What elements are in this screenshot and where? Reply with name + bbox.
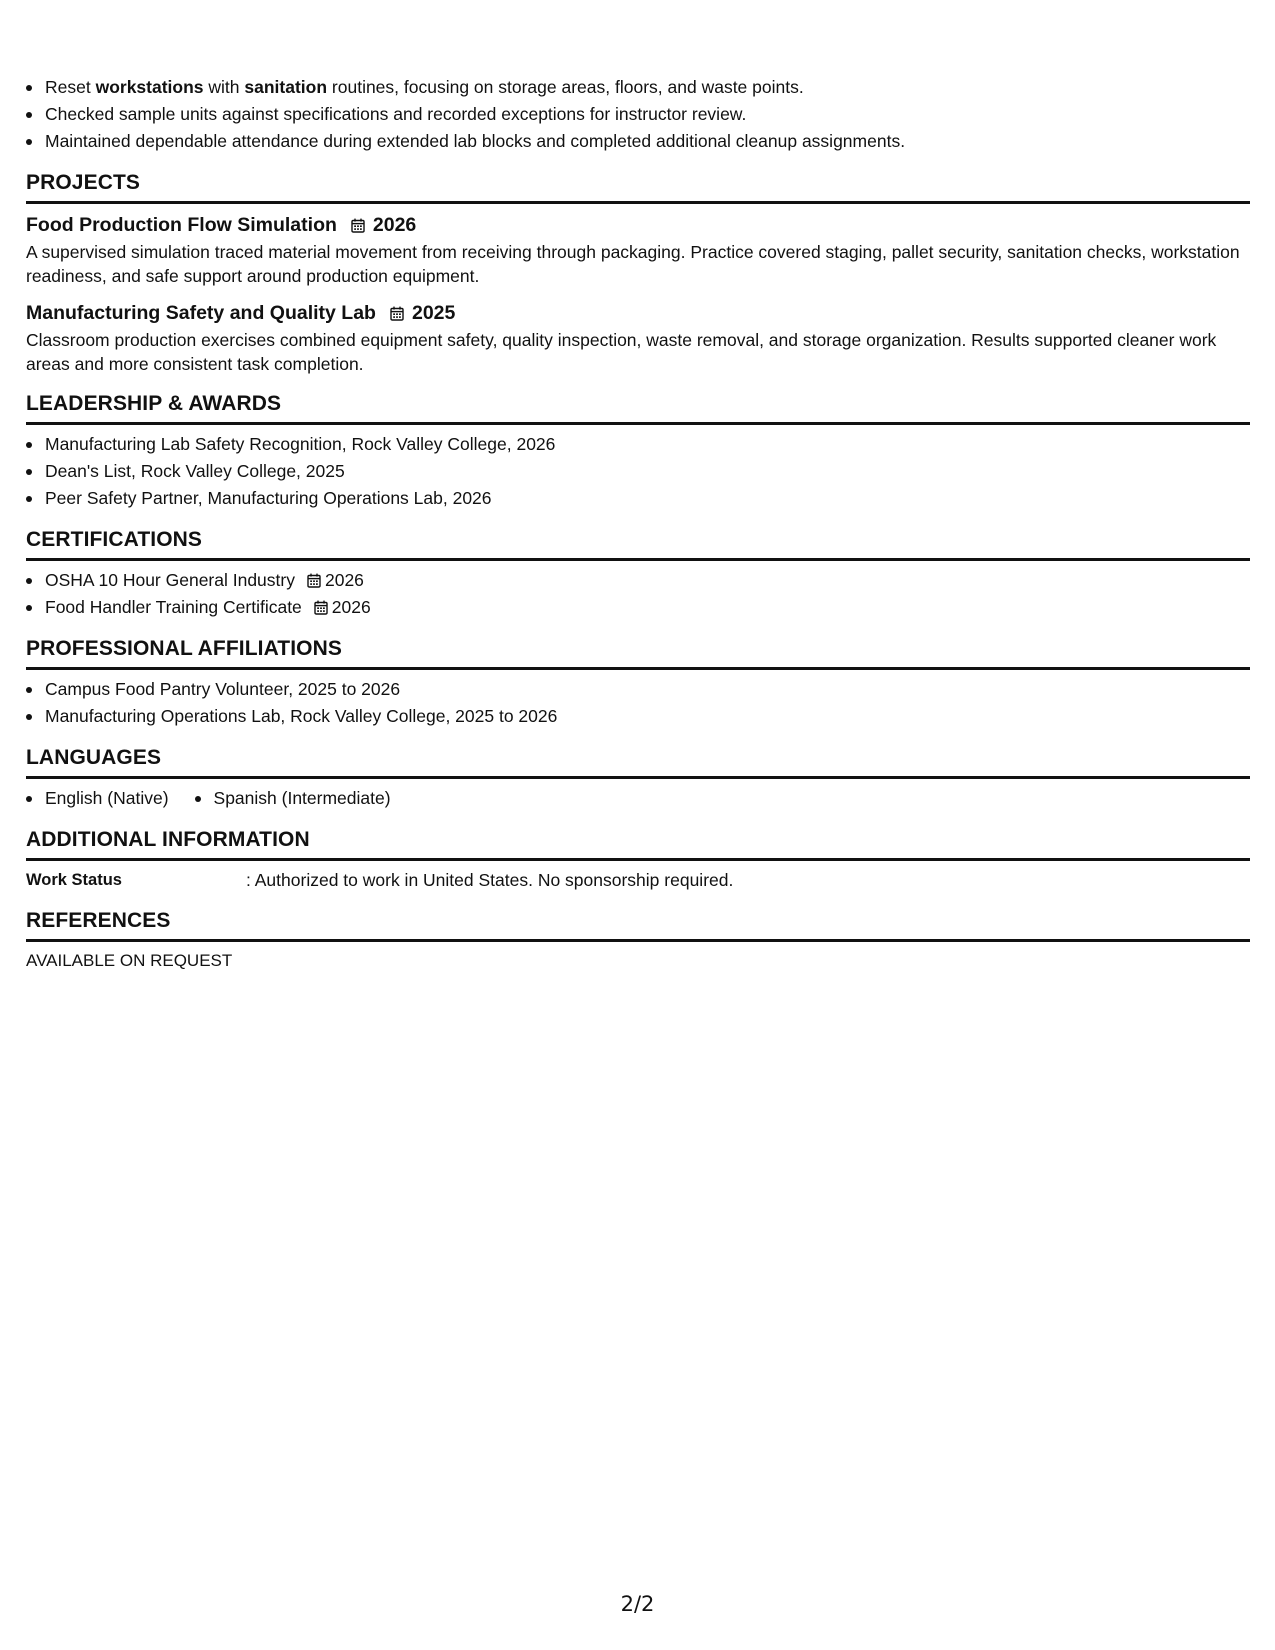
certifications-heading: CERTIFICATIONS [26,526,1250,561]
certification-year: 2026 [331,597,371,617]
languages-list [26,785,1250,812]
list-item: Manufacturing Lab Safety Recognition, Rock Valley College, 2026 [26,431,1250,458]
certification-year: 2026 [324,570,364,590]
certification-name: OSHA 10 Hour General Industry [45,570,295,590]
additional-info-heading: ADDITIONAL INFORMATION [26,826,1250,861]
list-item: Spanish (Intermediate) [195,785,391,812]
text-run: Reset [45,77,96,97]
projects-heading: PROJECTS [26,169,1250,204]
list-item [26,594,1250,621]
page-number: 2/2 [620,1592,655,1616]
leadership-heading: LEADERSHIP & AWARDS [26,390,1250,425]
project-description: Classroom production exercises combined equipment safety, quality inspection, waste removal, and storage organization. Results supported cleaner work areas and more consistent task completion. [26,330,1217,374]
text-run: Maintained dependable attendance during extended lab blocks and completed additional cleanup assignments. [45,131,906,151]
list-item: Campus Food Pantry Volunteer, 2025 to 2026 [26,676,1250,703]
project-item [26,298,1250,376]
references-heading: REFERENCES [26,907,1250,942]
affiliations-list [26,676,1250,730]
text-run: Checked sample units against specifications and recorded exceptions for instructor review. [45,104,747,124]
list-item [26,74,1250,101]
project-description: A supervised simulation traced material movement from receiving through packaging. Practice covered staging, pallet security, sanitation checks, workstation readiness, and safe support around production equipment. [26,242,1240,286]
resume-page [26,74,1250,974]
certifications-list [26,567,1250,621]
bold-keyword: sanitation [244,77,328,97]
project-year: 2026 [372,214,417,236]
text-run: routines, focusing on storage areas, floors, and waste points. [327,77,804,97]
calendar-icon [302,597,332,617]
project-item [26,210,1250,288]
experience-bullets [26,74,1250,155]
list-item [26,101,1250,128]
calendar-icon [376,298,412,328]
work-status-label: Work Status [26,871,122,889]
affiliations-heading: PROFESSIONAL AFFILIATIONS [26,635,1250,670]
list-item: Peer Safety Partner, Manufacturing Operations Lab, 2026 [26,485,1250,512]
list-item: Dean's List, Rock Valley College, 2025 [26,458,1250,485]
list-item [26,128,1250,155]
leadership-list [26,431,1250,512]
bold-keyword: workstations [95,77,204,97]
list-item [26,567,1250,594]
list-item: Manufacturing Operations Lab, Rock Valley College, 2025 to 2026 [26,703,1250,730]
certification-name: Food Handler Training Certificate [45,597,302,617]
references-text: AVAILABLE ON REQUEST [26,951,233,970]
project-title: Manufacturing Safety and Quality Lab [26,302,376,324]
calendar-icon [337,210,373,240]
list-item: English (Native) [26,785,169,812]
work-status-value: : Authorized to work in United States. No sponsorship required. [246,870,734,890]
projects-list [26,210,1250,376]
text-run: with [203,77,245,97]
calendar-icon [295,570,325,590]
work-status-row [26,867,1250,893]
project-year: 2025 [411,302,456,324]
languages-heading: LANGUAGES [26,744,1250,779]
project-title: Food Production Flow Simulation [26,214,337,236]
